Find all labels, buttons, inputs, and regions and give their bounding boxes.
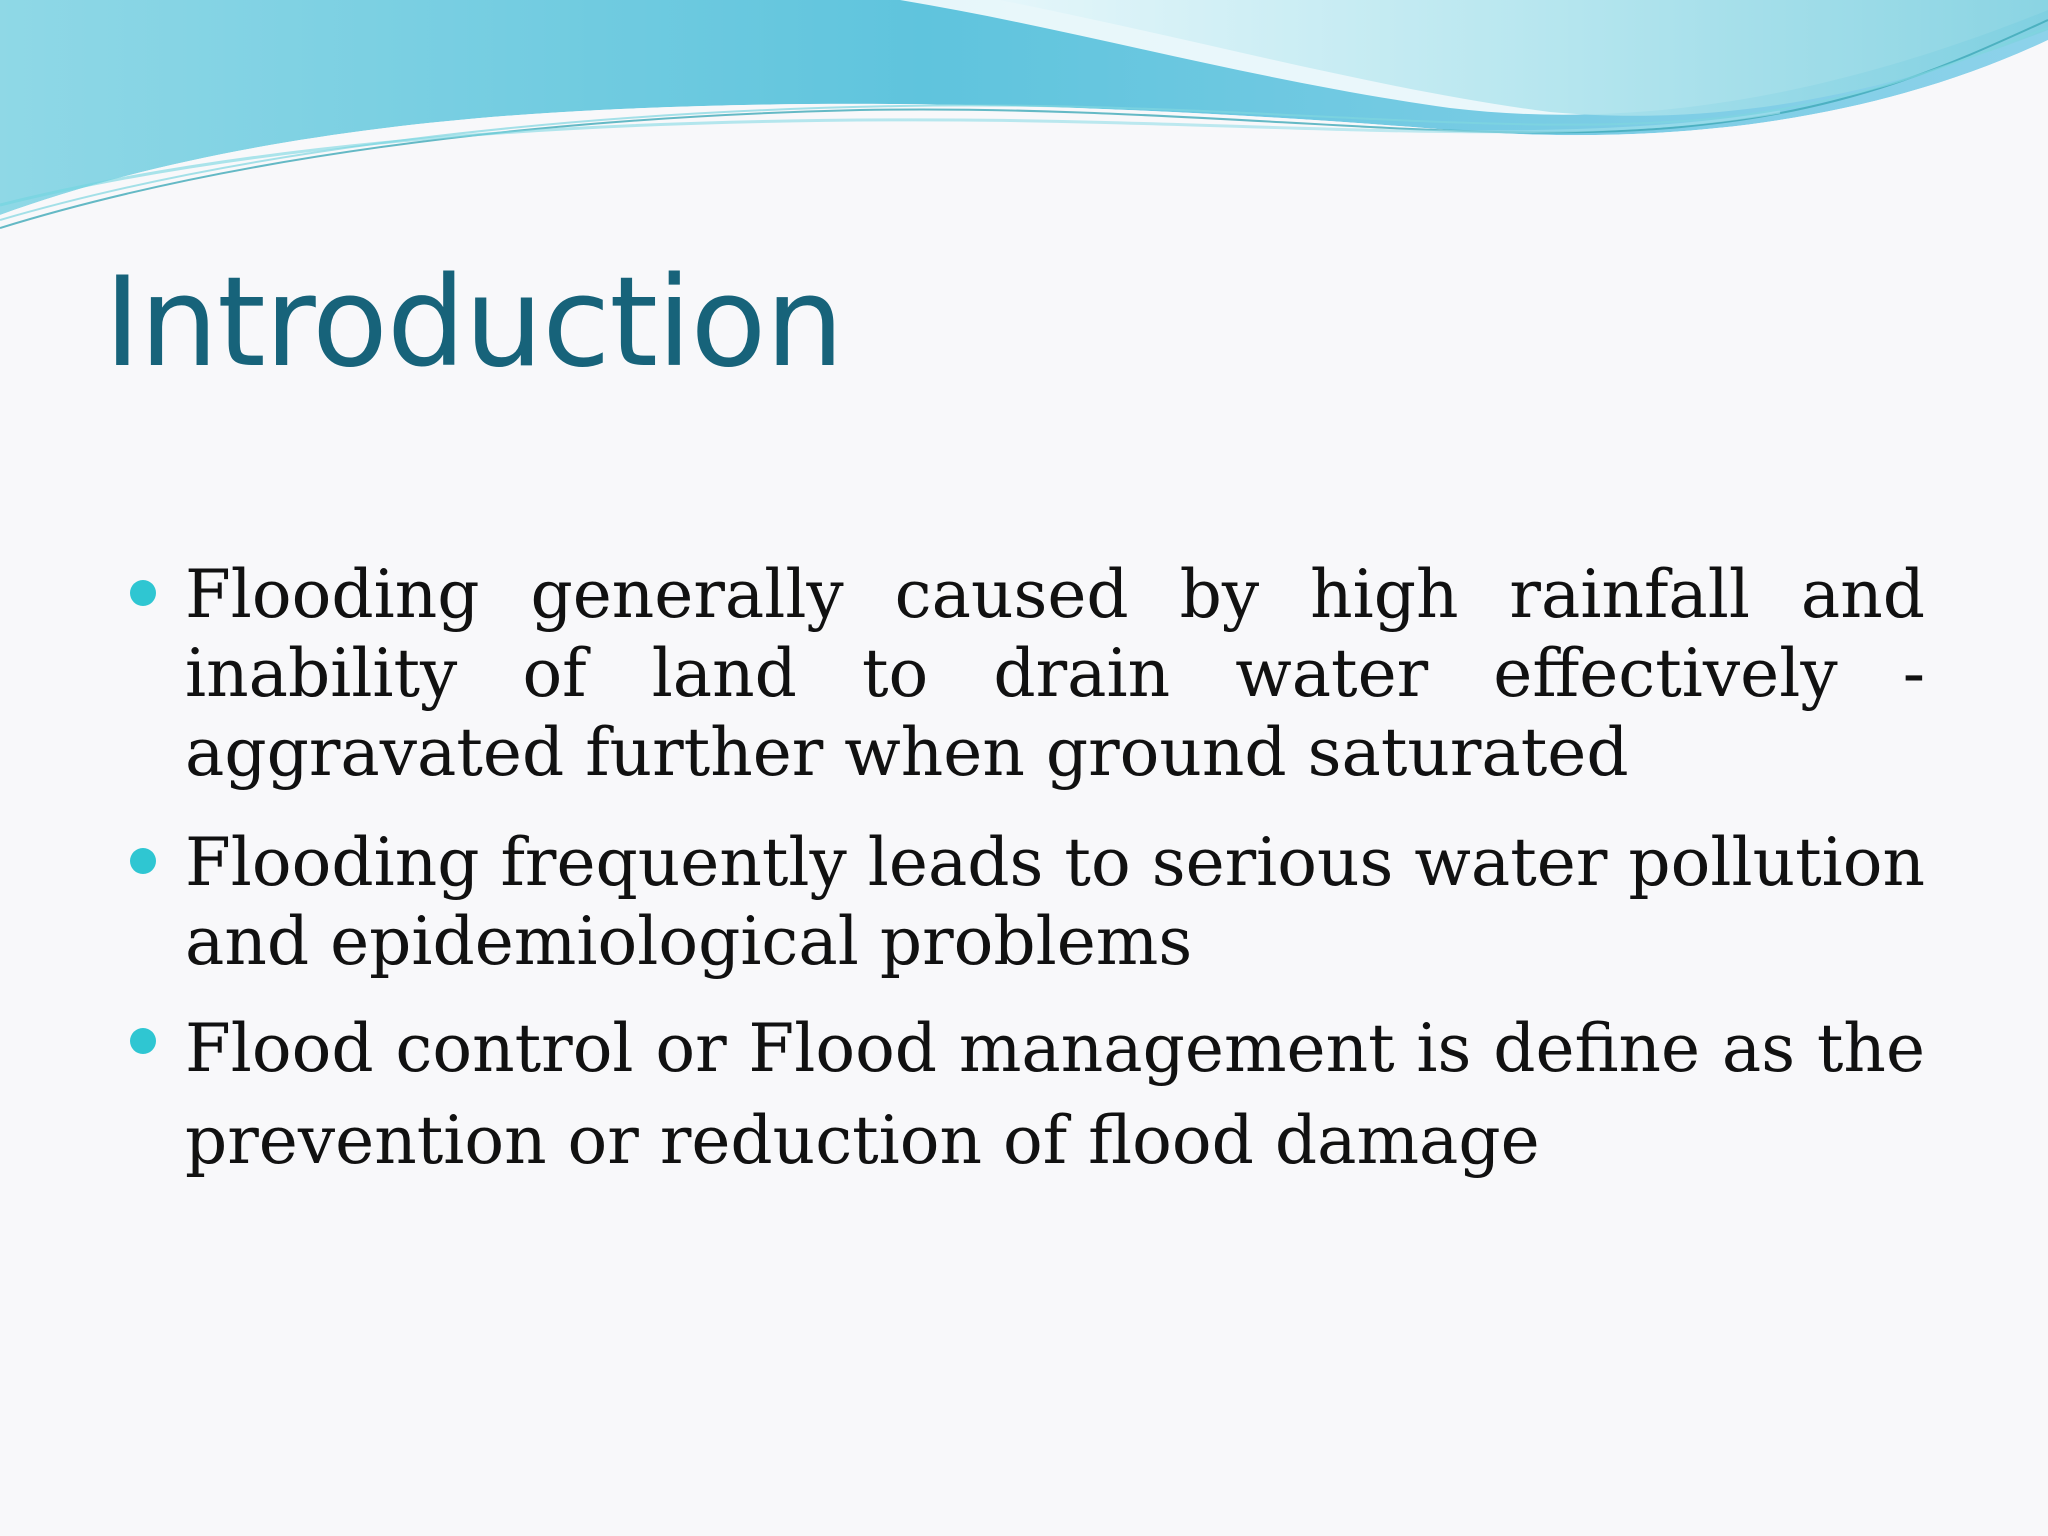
bullet-list <box>130 555 1925 1187</box>
wave-header-decoration <box>0 0 2048 240</box>
bullet-item <box>130 1003 1925 1187</box>
bullet-icon <box>130 580 156 606</box>
bullet-text: Flooding generally caused by high rainfall and inability of land to drain water effectively - aggravated further when ground saturated <box>185 556 1925 791</box>
bullet-text: Flooding frequently leads to serious water pollution and epidemiological problems <box>185 824 1925 980</box>
bullet-icon <box>130 1028 156 1054</box>
bullet-item <box>130 555 1925 792</box>
slide-title: Introduction <box>104 251 843 395</box>
bullet-item <box>130 823 1925 981</box>
bullet-text: Flood control or Flood management is define as the prevention or reduction of flood damage <box>185 1010 1925 1179</box>
bullet-icon <box>130 848 156 874</box>
